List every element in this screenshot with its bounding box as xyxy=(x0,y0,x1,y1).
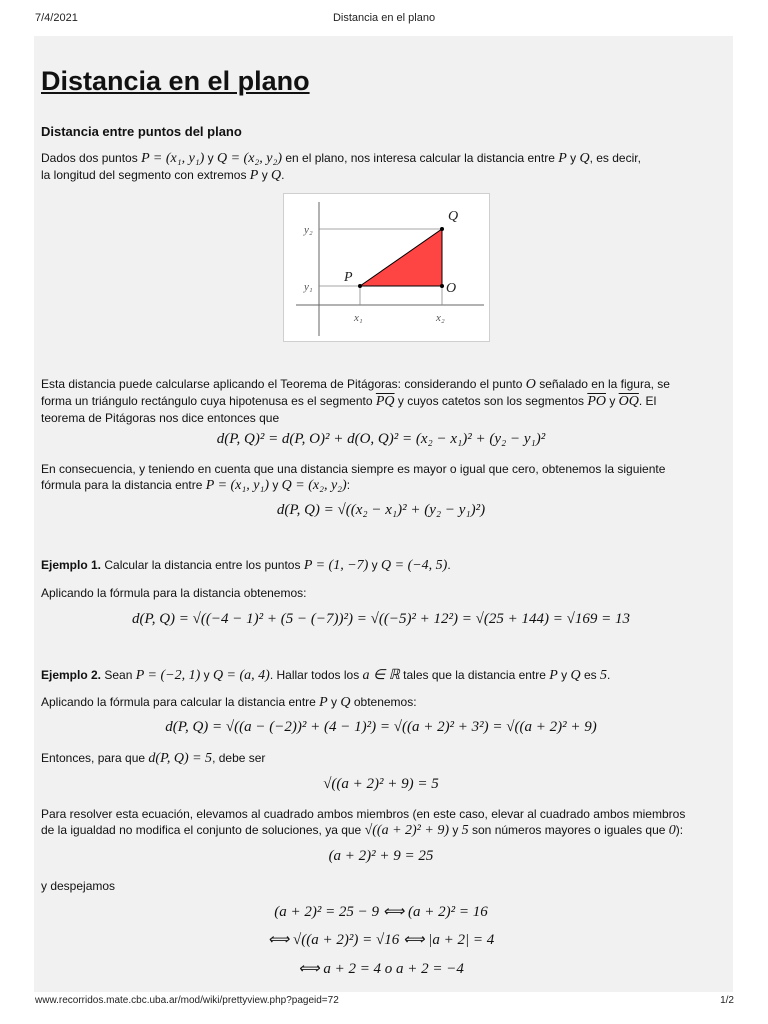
example1-apply: Aplicando la fórmula para la distancia obtenemos: xyxy=(41,586,307,600)
ex2-apply-math-p: P xyxy=(319,695,328,710)
intro-math-p: P = (x₁, y₁) xyxy=(141,151,205,166)
label-x2: x₂ xyxy=(436,312,445,324)
intro-text-1: Dados dos puntos xyxy=(41,151,142,165)
ex1-text-2: y xyxy=(368,558,382,572)
ex2-solve-math-sqrt: √((a + 2)² + 9) xyxy=(364,823,449,838)
intro-text-6: la longitud del segmento con extremos xyxy=(41,168,250,182)
pit-text-7: teorema de Pitágoras nos dice entonces que xyxy=(41,411,280,425)
equation-example2-distance: d(P, Q) = √((a − (−2))² + (4 − 1)²) = √((a + 2)² + 3²) = √((a + 2)² + 9) xyxy=(165,719,597,735)
section-title: Distancia entre puntos del plano xyxy=(41,124,242,139)
example2-solve xyxy=(41,806,721,839)
ex2-math-q2: Q xyxy=(570,668,581,683)
label-p: P xyxy=(344,270,353,285)
intro-text-3: en el plano, nos interesa calcular la distancia entre xyxy=(282,151,559,165)
ex2-math-a: a ∈ ℝ xyxy=(362,668,400,683)
ex2-text-5: y xyxy=(557,668,571,682)
ex2-apply-text-1: Aplicando la fórmula para calcular la distancia entre xyxy=(41,695,320,709)
page-title: Distancia en el plano xyxy=(41,66,310,96)
ex2-apply-math-q: Q xyxy=(340,695,351,710)
intro-math-q2: Q xyxy=(579,151,590,166)
ex2-solve-text-1: Para resolver esta ecuación, elevamos al cuadrado ambos miembros (en este caso, elevar al cuadrado ambos miembros xyxy=(41,807,686,821)
cons-math-p: P = (x₁, y₁) xyxy=(205,478,269,493)
point-p xyxy=(358,284,362,288)
ex2-text-2: y xyxy=(200,668,213,682)
intro-text-7: y xyxy=(258,168,272,182)
ex1-text-1: Calcular la distancia entre los puntos xyxy=(101,558,304,572)
point-q xyxy=(440,227,444,231)
header-title: Distancia en el plano xyxy=(332,12,436,24)
equation-example2-squared: (a + 2)² + 9 = 25 xyxy=(328,848,434,864)
ex2-solve-text-3: y xyxy=(449,823,462,837)
ex2-text-6: es xyxy=(580,668,600,682)
equation-example2-step2: ⟺ √((a + 2)²) = √16 ⟺ |a + 2| = 4 xyxy=(267,932,495,948)
ex2-math-5: 5 xyxy=(599,668,607,683)
ex2-then-text-1: Entonces, para que xyxy=(41,751,149,765)
ex2-math-p2: P xyxy=(549,668,558,683)
intro-text-8: . xyxy=(281,168,285,182)
ex2-solve-math-5: 5 xyxy=(461,823,469,838)
equation-pitagoras: d(P, Q)² = d(P, O)² + d(O, Q)² = (x₂ − x₁)² + (y₂ − y₁)² xyxy=(216,431,546,447)
ex2-apply-text-2: y xyxy=(327,695,341,709)
pit-text-5: y xyxy=(605,394,619,408)
ex2-text-4: tales que la distancia entre xyxy=(399,668,550,682)
cons-text-3: y xyxy=(269,478,282,492)
ex2-solve-text-2: de la igualdad no modifica el conjunto de soluciones, ya que xyxy=(41,823,365,837)
cons-text-2: fórmula para la distancia entre xyxy=(41,478,206,492)
ex2-then-text-2: , debe ser xyxy=(212,751,266,765)
example1-label: Ejemplo 1. xyxy=(41,558,102,572)
ex2-apply-text-3: obtenemos: xyxy=(350,695,417,709)
intro-paragraph xyxy=(41,150,721,184)
equation-example2-step1: (a + 2)² = 25 − 9 ⟺ (a + 2)² = 16 xyxy=(274,904,488,920)
ex2-solve-text-5: ): xyxy=(675,823,684,837)
example2-apply xyxy=(41,694,721,711)
equation-distance-formula: d(P, Q) = √((x₂ − x₁)² + (y₂ − y₁)²) xyxy=(276,502,486,518)
label-o: O xyxy=(446,281,457,296)
equation-example1: d(P, Q) = √((−4 − 1)² + (5 − (−7))²) = √((−5)² + 12²) = √(25 + 144) = √169 = 13 xyxy=(132,611,630,627)
ex2-text-7: . xyxy=(606,668,611,682)
ex2-math-p: P = (−2, 1) xyxy=(135,668,201,683)
cons-math-q: Q = (x₂, y₂) xyxy=(281,478,347,493)
figure-distance xyxy=(283,193,490,342)
example2-then xyxy=(41,750,721,767)
pitagoras-paragraph xyxy=(41,376,721,426)
pit-math-pq: $\overline{PQ}$ xyxy=(375,394,395,409)
label-q: Q xyxy=(448,209,459,224)
example2-statement xyxy=(41,667,721,684)
label-x1: x₁ xyxy=(354,312,363,324)
equation-example2-condition: √((a + 2)² + 9) = 5 xyxy=(323,776,439,792)
ex2-solve-math-0: 0 xyxy=(668,823,676,838)
header-date: 7/4/2021 xyxy=(35,12,78,24)
label-y1: y₁ xyxy=(304,281,313,293)
ex2-then-math: d(P, Q) = 5 xyxy=(148,751,213,766)
ex2-math-q: Q = (a, 4) xyxy=(212,668,270,683)
intro-math-p3: P xyxy=(249,168,259,183)
intro-math-p2: P xyxy=(558,151,567,166)
intro-text-4: y xyxy=(566,151,580,165)
despejamos-text: y despejamos xyxy=(41,879,116,893)
right-triangle xyxy=(360,229,442,286)
intro-math-q3: Q xyxy=(271,168,282,183)
ex2-text-3: . Hallar todos los xyxy=(269,668,363,682)
distance-diagram xyxy=(284,194,489,341)
label-y2: y₂ xyxy=(304,224,313,236)
ex1-math-q: Q = (−4, 5) xyxy=(381,558,448,573)
cons-text-1: En consecuencia, y teniendo en cuenta que una distancia siempre es mayor o igual que cero, obtenemos la siguiente xyxy=(41,462,666,476)
ex2-solve-text-4: son números mayores o iguales que xyxy=(468,823,669,837)
pit-text-6: . El xyxy=(638,394,657,408)
example1-statement xyxy=(41,557,721,574)
cons-text-4: : xyxy=(346,478,351,492)
pit-text-2: señalado en la figura, se xyxy=(535,377,670,391)
pit-math-po: $\overline{PO}$ xyxy=(587,394,606,409)
consequence-paragraph xyxy=(41,461,721,494)
ex2-text-1: Sean xyxy=(101,668,136,682)
example2-label: Ejemplo 2. xyxy=(41,668,102,682)
intro-text-2: y xyxy=(204,151,217,165)
intro-text-5: , es decir, xyxy=(589,151,641,165)
pit-math-o: O xyxy=(525,377,536,392)
intro-math-q: Q = (x₂, y₂) xyxy=(216,151,283,166)
pit-text-1: Esta distancia puede calcularse aplicando el Teorema de Pitágoras: considerando el punto xyxy=(41,377,526,391)
ex1-text-3: . xyxy=(447,558,451,572)
footer-url: www.recorridos.mate.cbc.uba.ar/mod/wiki/prettyview.php?pageid=72 xyxy=(35,995,339,1006)
footer-page-number: 1/2 xyxy=(720,995,734,1006)
pit-text-4: y cuyos catetos son los segmentos xyxy=(394,394,588,408)
ex1-math-p: P = (1, −7) xyxy=(303,558,369,573)
pit-math-oq: $\overline{OQ}$ xyxy=(618,394,639,409)
point-o xyxy=(440,284,444,288)
equation-example2-step3: ⟺ a + 2 = 4 o a + 2 = −4 xyxy=(298,961,464,977)
pit-text-3: forma un triángulo rectángulo cuya hipotenusa es el segmento xyxy=(41,394,376,408)
